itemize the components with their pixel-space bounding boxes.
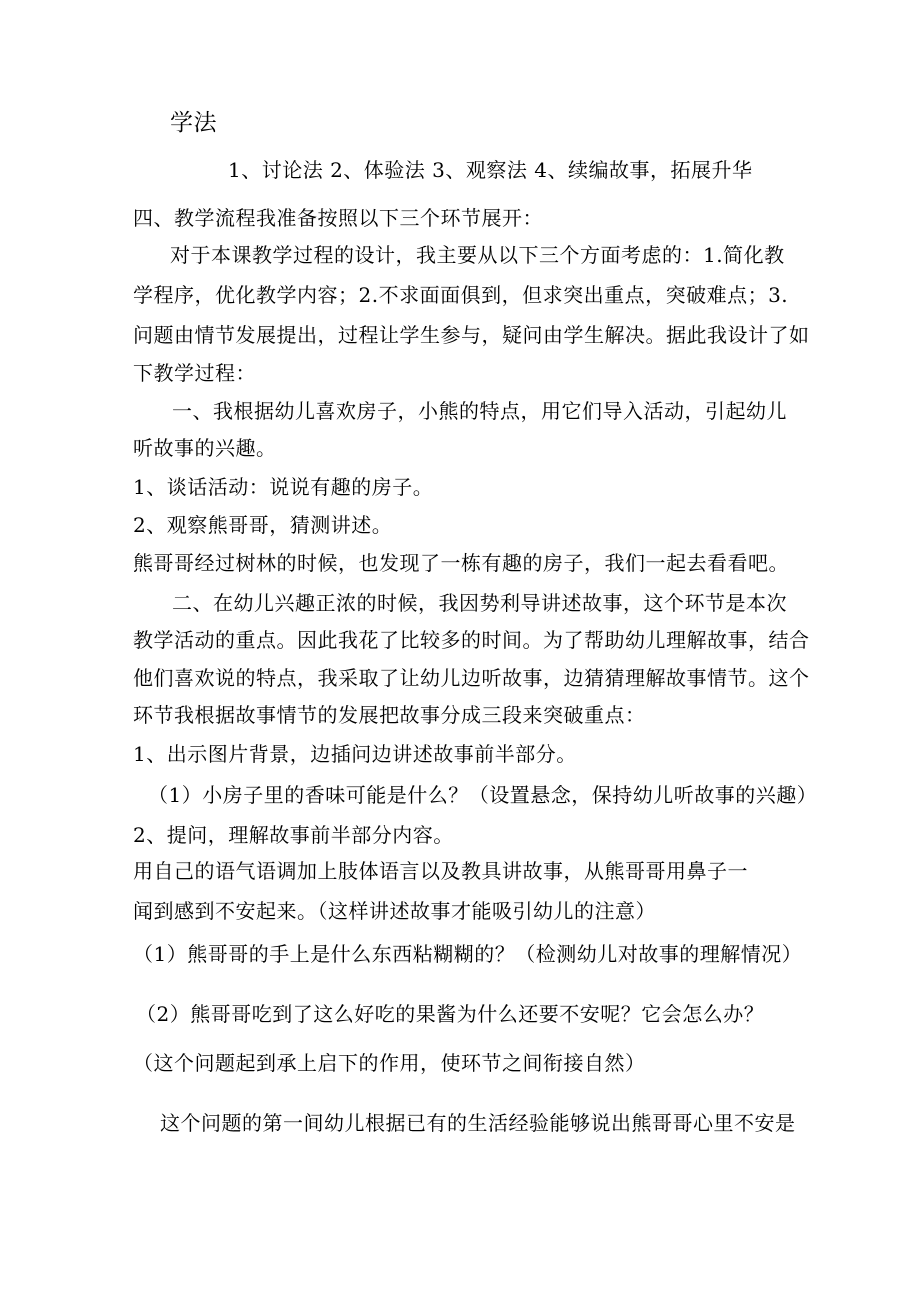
part2-line-2: 教学活动的重点。因此我花了比较多的时间。为了帮助幼儿理解故事，结合 xyxy=(133,628,810,652)
part2-line-3: 他们喜欢说的特点，我采取了让幼儿边听故事，边猜猜理解故事情节。这个 xyxy=(133,666,810,690)
intro-line-3: 问题由情节发展提出，过程让学生参与，疑问由学生解决。据此我设计了如 xyxy=(133,323,810,347)
part2-item-2: （1）小房子里的香味可能是什么？（设置悬念，保持幼儿听故事的兴趣） xyxy=(148,783,818,807)
part2-item-8: （这个问题起到承上启下的作用，使环节之间衔接自然） xyxy=(133,1051,646,1075)
methods-line: 1、讨论法 2、体验法 3、观察法 4、续编故事，拓展升华 xyxy=(228,158,753,182)
part2-item-5: 闻到感到不安起来。（这样讲述故事才能吸引幼儿的注意） xyxy=(133,899,656,923)
part2-item-6: （1）熊哥哥的手上是什么东西粘糊糊的？（检测幼儿对故事的理解情况） xyxy=(133,942,803,966)
part1-item-3: 熊哥哥经过树林的时候，也发现了一栋有趣的房子，我们一起去看看吧。 xyxy=(133,551,789,575)
part1-line-2: 听故事的兴趣。 xyxy=(133,436,277,460)
part2-item-9: 这个问题的第一间幼儿根据已有的生活经验能够说出熊哥哥心里不安是 xyxy=(160,1111,796,1135)
heading-xuefa: 学法 xyxy=(170,110,217,136)
part2-line-1: 二、在幼儿兴趣正浓的时候，我因势利导讲述故事，这个环节是本次 xyxy=(172,591,787,615)
part2-item-7: （2）熊哥哥吃到了这么好吃的果酱为什么还要不安呢？它会怎么办？ xyxy=(136,1002,765,1026)
intro-line-4: 下教学过程： xyxy=(133,361,256,385)
part2-line-4: 环节我根据故事情节的发展把故事分成三段来突破重点： xyxy=(133,703,646,727)
part1-line-1: 一、我根据幼儿喜欢房子，小熊的特点，用它们导入活动，引起幼儿 xyxy=(172,399,787,423)
part1-item-1: 1、谈话活动：说说有趣的房子。 xyxy=(133,475,434,499)
part2-item-3: 2、提问，理解故事前半部分内容。 xyxy=(133,823,454,847)
part2-item-4: 用自己的语气语调加上肢体语言以及教具讲故事，从熊哥哥用鼻子一 xyxy=(133,859,748,883)
intro-line-1: 对于本课教学过程的设计，我主要从以下三个方面考虑的：1.简化教 xyxy=(170,243,785,267)
part1-item-2: 2、观察熊哥哥，猜测讲述。 xyxy=(133,513,393,537)
section-4-title: 四、教学流程我准备按照以下三个环节展开： xyxy=(133,206,543,230)
intro-line-2: 学程序，优化教学内容；2.不求面面俱到，但求突出重点，突破难点；3. xyxy=(133,283,789,307)
part2-item-1: 1、出示图片背景，边插问边讲述故事前半部分。 xyxy=(133,742,577,766)
